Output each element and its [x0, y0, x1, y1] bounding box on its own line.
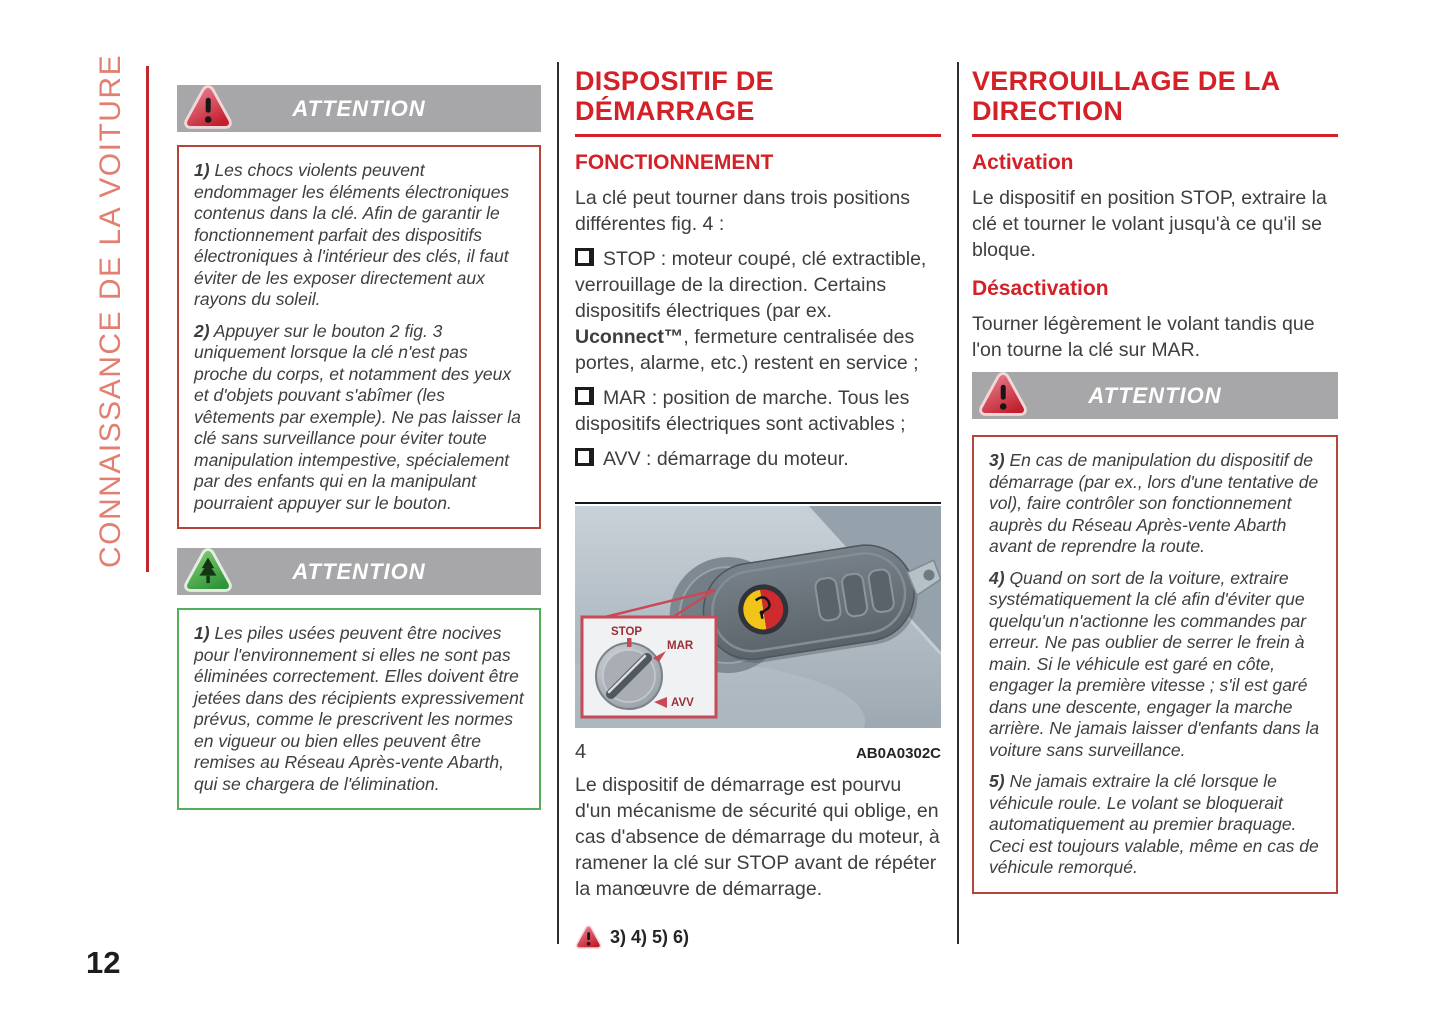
deactivation-paragraph: Tourner légèrement le volant tandis que l'on tourne la clé sur MAR.	[972, 313, 1315, 361]
list-item	[575, 246, 941, 376]
warning-item-number: 1)	[194, 160, 210, 180]
activation-heading: Activation	[972, 151, 1074, 174]
column-divider	[557, 62, 559, 944]
activation-paragraph: Le dispositif en position STOP, extraire la clé et tourner le volant jusqu'à ce qu'il se bloque.	[972, 187, 1327, 261]
ignition-photo	[575, 506, 941, 728]
warning-item-text: Quand on sort de la voiture, extraire systématiquement la clé afin d'éviter que quelqu'un n'actionne les commandes par erreur. Ne pas oublier de serrer le frein à main. Si le véhicule est garé en côte, engager la première vitesse ; s'il est garé dans une descente, engager la marche arrière. Ne jamais laisser d'enfants dans la voiture sans surveillance.	[989, 567, 1320, 760]
warning-item-text: Ne jamais extraire la clé lorsque le véhicule roule. Le volant se bloquerait automatiquement au premier braquage. Ceci est toujours valable, même en cas de véhicule remorqué.	[989, 771, 1319, 877]
warning-box	[177, 145, 541, 529]
square-bullet-icon	[575, 387, 594, 405]
attention-title: ATTENTION	[292, 95, 426, 121]
left-column	[177, 62, 541, 962]
warning-paragraph	[989, 568, 1321, 762]
list-item	[575, 385, 941, 437]
figure-caption	[575, 741, 941, 764]
warning-item-number: 4)	[989, 567, 1005, 588]
attention-header	[972, 372, 1338, 419]
warning-item-number: 1)	[194, 623, 210, 643]
deactivation-heading: Désactivation	[972, 277, 1109, 300]
list-item-text: STOP : moteur coupé, clé extractible, verrouillage de la direction. Certains dispositifs électriques (par ex.	[575, 248, 927, 322]
warning-triangle-icon	[183, 82, 233, 132]
environment-triangle-icon	[183, 545, 233, 595]
warning-paragraph	[194, 623, 524, 795]
warning-triangle-icon	[978, 369, 1028, 419]
intro-paragraph: La clé peut tourner dans trois positions différentes fig. 4 :	[575, 187, 910, 235]
ignition-figure	[575, 502, 941, 764]
outro-paragraph: Le dispositif de démarrage est pourvu d'un mécanisme de sécurité qui oblige, en cas d'absence de démarrage du moteur, à ramener la clé sur STOP avant de répéter la manœuvre de démarrage.	[575, 774, 940, 900]
warning-box	[177, 608, 541, 810]
list-item-text: MAR : position de marche. Tous les dispositifs électriques sont activables ;	[575, 387, 910, 435]
warning-reference-numbers: 3) 4) 5) 6)	[610, 926, 690, 947]
warning-item-text: Appuyer sur le bouton 2 fig. 3 uniquement lorsque la clé n'est pas proche du corps, et notamment des yeux et d'objets pouvant s'abîmer (les vêtements par exemple). Ne pas laisser la clé sans surveillance pour éviter toute manipulation intempestive, spécialement par des enfants qui en la manipulant pourraient appuyer sur le bouton.	[194, 320, 521, 513]
warning-triangle-icon	[575, 924, 602, 950]
square-bullet-icon	[575, 448, 594, 466]
section-title: VERROUILLAGE DE LA DIRECTION	[972, 66, 1338, 137]
list-item	[575, 446, 941, 472]
list-item-text: AVV : démarrage du moteur.	[603, 448, 849, 470]
warning-item-number: 2)	[194, 320, 210, 341]
dial-label-avv: AVV	[671, 697, 694, 709]
warning-paragraph	[194, 160, 524, 311]
subsection-title: FONCTIONNEMENT	[575, 151, 774, 174]
warning-item-text: Les piles usées peuvent être nocives pour l'environnement si elles ne sont pas éliminées correctement. Elles doivent être jetées dans des récipients expressivement prévus, comme le prescrivent les normes en vigueur ou bien elles peuvent être remises au Réseau Après-vente Abarth, qui se chargera de l'élimination.	[194, 623, 524, 794]
figure-number: 4	[575, 741, 587, 763]
warning-paragraph	[989, 771, 1321, 879]
warning-item-number: 5)	[989, 771, 1005, 791]
warning-paragraph	[194, 321, 524, 515]
warning-box	[972, 435, 1338, 894]
figure-code: AB0A0302C	[855, 745, 941, 762]
chapter-sidebar-label: CONNAISSANCE DE LA VOITURE	[94, 53, 127, 568]
attention-header	[177, 548, 541, 595]
right-column	[972, 62, 1338, 962]
warning-item-text: Les chocs violents peuvent endommager les éléments électroniques contenus dans la clé. Afin de garantir le fonctionnement parfait des dispositifs électroniques à l'intérieur des clés, il faut éviter de les exposer directement aux rayons du soleil.	[194, 160, 510, 309]
sidebar-rule	[146, 66, 149, 572]
middle-column	[575, 62, 941, 962]
square-bullet-icon	[575, 248, 594, 266]
warning-item-text: En cas de manipulation du dispositif de démarrage (par ex., lors d'une tentative de vol), faire contrôler son fonctionnement auprès du Réseau Après-vente Abarth avant de reprendre la route.	[989, 450, 1319, 556]
section-title: DISPOSITIF DE DÉMARRAGE	[575, 66, 941, 137]
attention-title: ATTENTION	[1088, 382, 1222, 408]
attention-header	[177, 85, 541, 132]
warning-item-number: 3)	[989, 450, 1005, 470]
attention-title: ATTENTION	[292, 558, 426, 584]
warning-paragraph	[989, 450, 1321, 558]
dial-label-stop: STOP	[611, 626, 643, 638]
warning-references	[575, 924, 689, 950]
figure-top-rule	[575, 502, 941, 504]
page-number: 12	[86, 945, 121, 980]
column-divider	[957, 62, 959, 944]
list-item-text: , fermeture centralisée des portes, alarme, etc.) restent en service ;	[575, 326, 919, 374]
list-item-bold-text: Uconnect™	[575, 326, 684, 348]
dial-label-mar: MAR	[667, 640, 694, 652]
